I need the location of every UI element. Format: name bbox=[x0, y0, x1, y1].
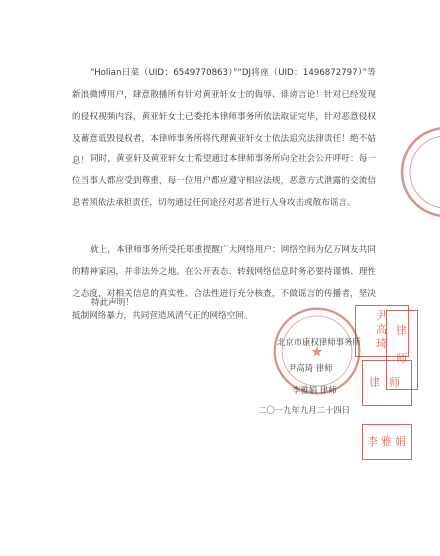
closing-statement: 特此声明！ bbox=[91, 298, 134, 308]
paragraph-3: 就上，本律师事务所受托郑重提醒广大网络用户：网络空间为亿万网友共同的精神家园，并非法外之地。在公开表态、转载网络信息时务必要持谨慎、理性之态度，对相关信息的真实性、合法性进行充分核查，不做谣言的传播者，坚决抵制网络暴力，共同营造风清气正的网络空间。 bbox=[72, 245, 376, 321]
seal-stamp-1: 尹 高 琦 bbox=[355, 305, 409, 357]
seal-stamp-3: 律 师 bbox=[386, 310, 418, 390]
seal-stamp-4: 李 雅 娟 bbox=[362, 424, 412, 460]
statement-body-2 bbox=[72, 148, 376, 214]
firm-name: 北京市康权律师事务所 bbox=[277, 337, 361, 347]
statement-date: 二〇一九年九月二十四日 bbox=[258, 405, 351, 415]
seal-stamp-2: 律 师 bbox=[362, 360, 412, 406]
paragraph-1: “Holian日菜（UID：6549770863）”“DJ将座（UID：1496872797）”等新浪微博用户，肆意散播所有针对黄亚轩女士的侮辱、诽谤言论！针对已经发现的侵权视频内容，黄亚轩女士已委托本律师事务所依法取证完毕，针对恶意侵权及蓄意诋毁侵权者，本律师事务所将代理黄亚轩女士依法追究法律责任！绝不姑息！ bbox=[72, 68, 376, 166]
svg-text:★: ★ bbox=[310, 343, 324, 361]
side-seal bbox=[398, 112, 440, 232]
lawyer-2: 李雅娟 律师 bbox=[292, 385, 337, 395]
lawyer-1: 尹高琦 律师 bbox=[288, 363, 333, 373]
paragraph-2: 同时，黄亚轩及黄亚轩女士希望通过本律师事务所向全社会公开呼吁：每一位当事人都应受到尊重，每一位用户都应遵守相应法规，恶意方式泄露的交流信息者须依法承担责任，切勿通过任何途径对恶者进行人身攻击或散布谣言。 bbox=[72, 154, 376, 208]
